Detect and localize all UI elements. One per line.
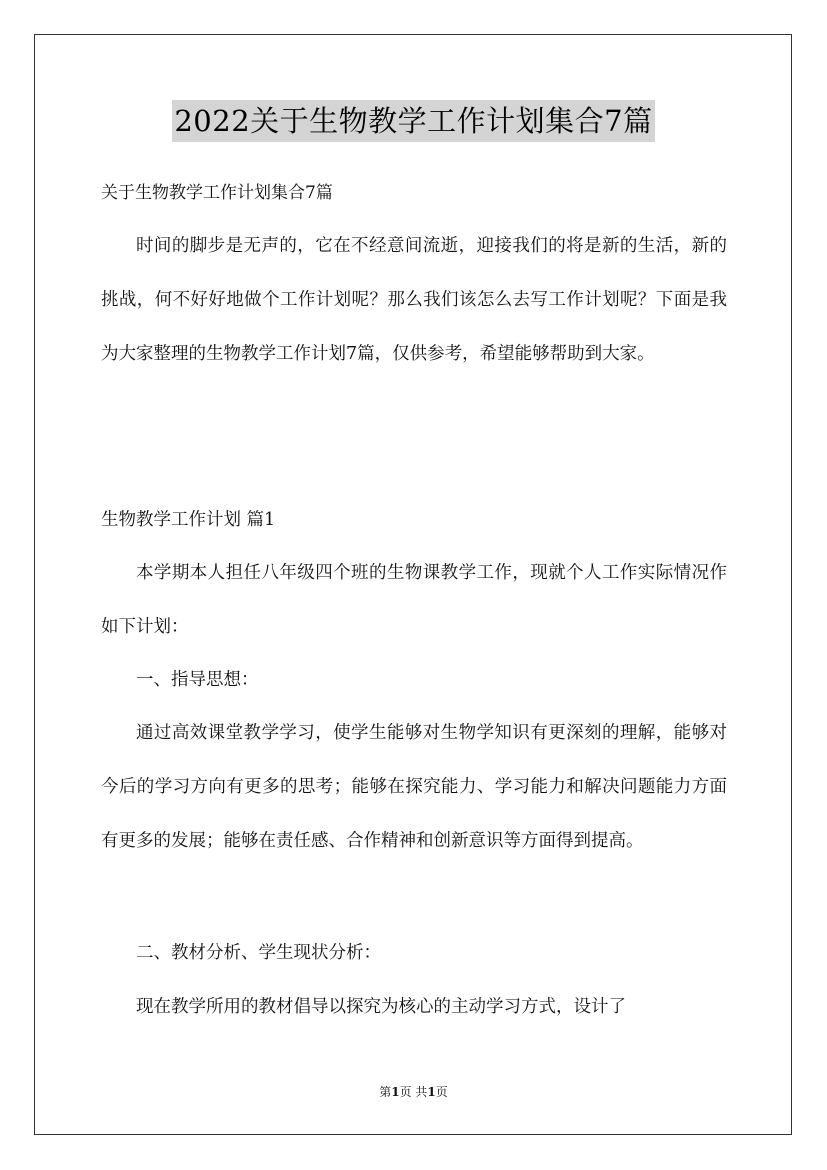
item-body-analysis: 现在教学所用的教材倡导以探究为核心的主动学习方式，设计了: [136, 997, 626, 1017]
footer-suffix: 页: [435, 1085, 448, 1099]
footer-prefix: 第: [379, 1085, 392, 1099]
title-container: [0, 100, 827, 142]
item-heading-guiding-idea: 一、指导思想：: [136, 670, 259, 690]
page-footer: [0, 1083, 827, 1100]
intro-paragraph: 时间的脚步是无声的，它在不经意间流逝，迎接我们的将是新的生活，新的挑战，何不好好地做个工作计划呢？那么我们该怎么去写工作计划呢？下面是我为大家整理的生物教学工作计划7篇，仅供参考，希望能够帮助到大家。: [101, 236, 727, 365]
footer-mid: 页 共: [399, 1085, 428, 1099]
section-paragraph: 本学期本人担任八年级四个班的生物课教学工作，现就个人工作实际情况作如下计划：: [101, 563, 727, 638]
document-subtitle: 关于生物教学工作计划集合7篇: [101, 183, 333, 203]
item-heading-analysis: 二、教材分析、学生现状分析：: [136, 943, 381, 963]
document-title: 2022关于生物教学工作计划集合7篇: [172, 100, 654, 142]
footer-page-total: 1: [427, 1085, 436, 1099]
footer-page-current: 1: [391, 1085, 400, 1099]
section-heading: 生物教学工作计划 篇1: [101, 510, 276, 530]
item-body-guiding-idea: 通过高效课堂教学学习，使学生能够对生物学知识有更深刻的理解，能够对今后的学习方向有更多的思考；能够在探究能力、学习能力和解决问题能力方面有更多的发展；能够在责任感、合作精神和创新意识等方面得到提高。: [101, 723, 727, 852]
